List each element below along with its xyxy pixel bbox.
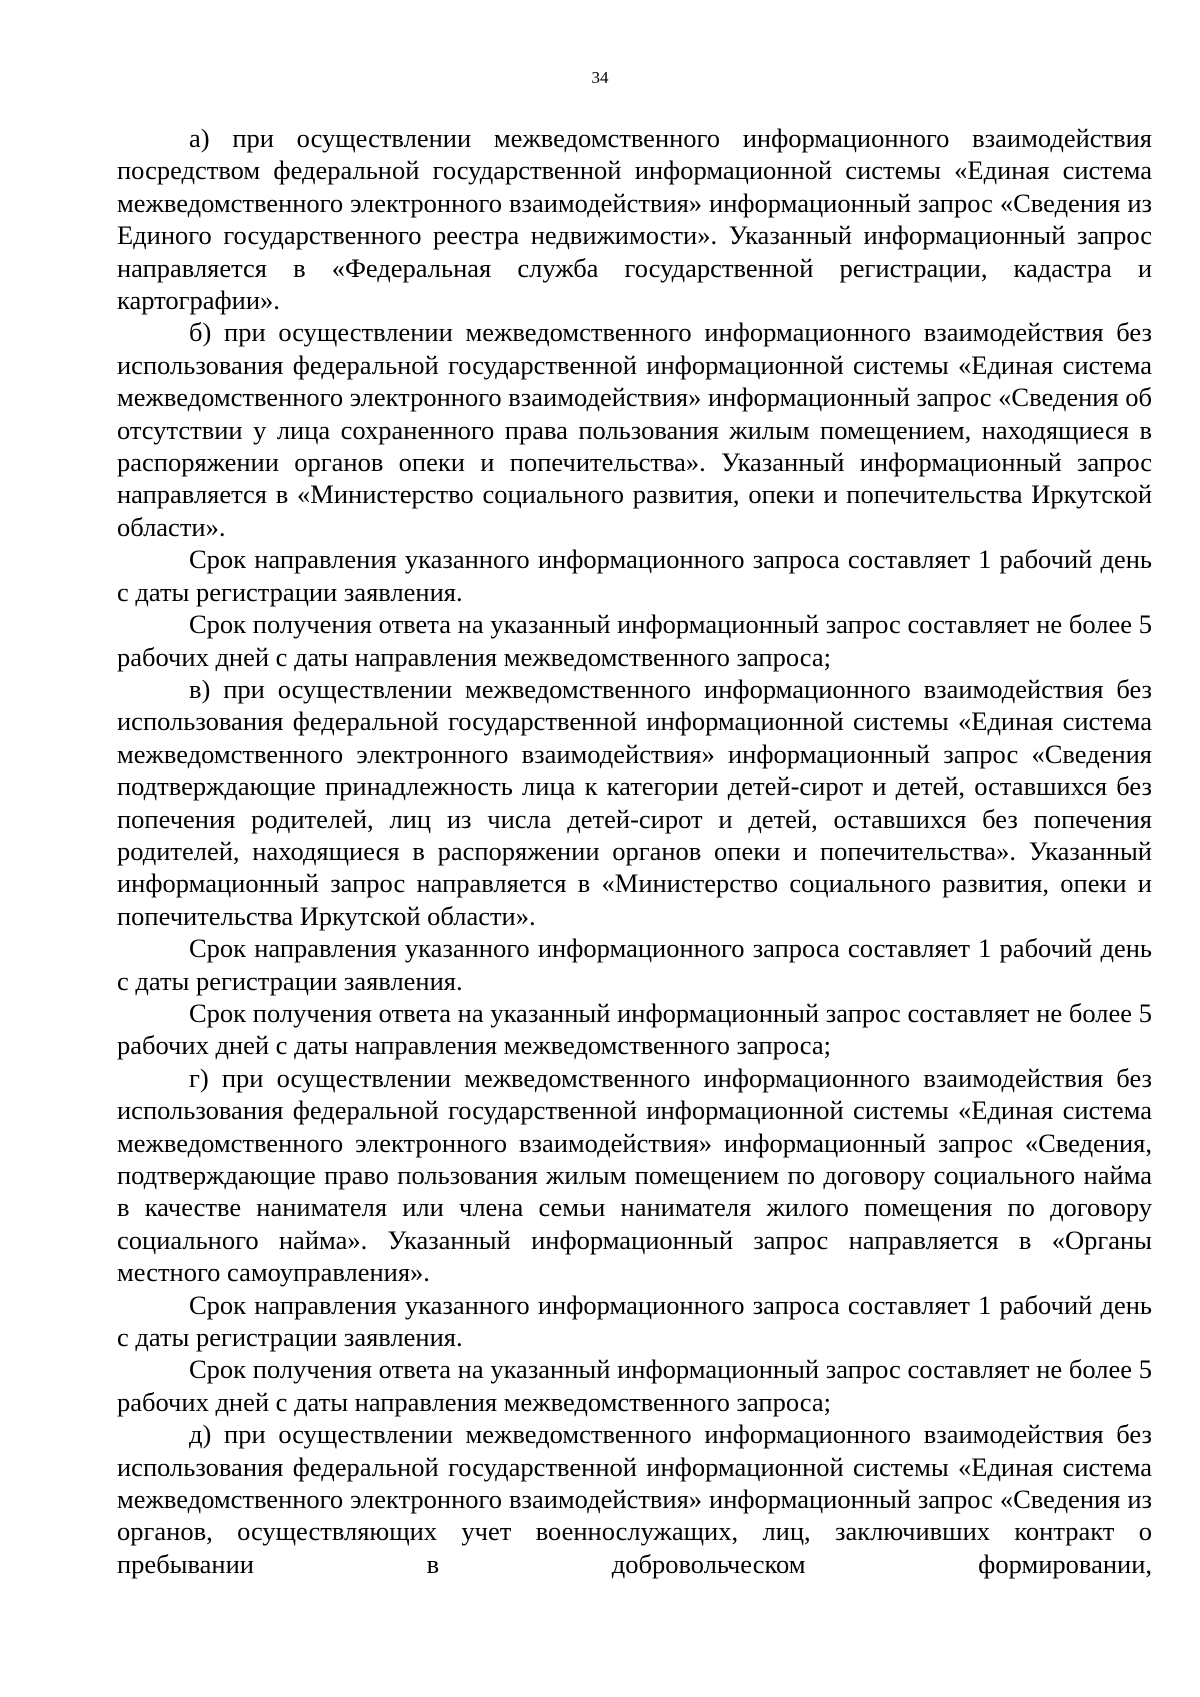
paragraph-v: в) при осуществлении межведомственного информационного взаимодействия без использования федеральной государственной информационной системы «Единая система межведомственного электронного взаимодействия» информационный запрос «Сведения подтверждающие принадлежность лица к категории детей-сирот и детей, оставшихся без попечения родителей, лиц из числа детей-сирот и детей, оставшихся без попечения родителей, находящиеся в распоряжении органов опеки и попечительства». Указанный информационный запрос направляется в «Министерство социального развития, опеки и попечительства Иркутской области».: [117, 673, 1152, 931]
page-number: 34: [591, 68, 609, 87]
paragraph-response-deadline: Срок получения ответа на указанный информационный запрос составляет не более 5 рабочих дней с даты направления межведомственного запроса;: [117, 997, 1152, 1061]
paragraph-a: а) при осуществлении межведомственного информационного взаимодействия посредством федеральной государственной информационной системы «Единая система межведомственного электронного взаимодействия» информационный запрос «Сведения из Единого государственного реестра недвижимости». Указанный информационный запрос направляется в «Федеральная служба государственной регистрации, кадастра и картографии».: [117, 123, 1152, 316]
paragraph-d: д) при осуществлении межведомственного информационного взаимодействия без использования федеральной государственной информационной системы «Единая система межведомственного электронного взаимодействия» информационный запрос «Сведения из органов, осуществляющих учет военнослужащих, лиц, заключивших контракт о пребывании в добровольческом формировании,: [117, 1419, 1152, 1579]
paragraph-b: б) при осуществлении межведомственного информационного взаимодействия без использования федеральной государственной информационной системы «Единая система межведомственного электронного взаимодействия» информационный запрос «Сведения об отсутствии у лица сохраненного права пользования жилым помещением, находящиеся в распоряжении органов опеки и попечительства». Указанный информационный запрос направляется в «Министерство социального развития, опеки и попечительства Иркутской области».: [117, 317, 1153, 542]
document-body: [117, 122, 1152, 1580]
paragraph-response-deadline: Срок получения ответа на указанный информационный запрос составляет не более 5 рабочих дней с даты направления межведомственного запроса;: [117, 1354, 1152, 1417]
paragraph-response-deadline: Срок получения ответа на указанный информационный запрос составляет не более 5 рабочих дней с даты направления межведомственного запроса;: [117, 609, 1152, 672]
paragraph-request-deadline: Срок направления указанного информационного запроса составляет 1 рабочий день с даты регистрации заявления.: [117, 544, 1152, 607]
paragraph-g: г) при осуществлении межведомственного информационного взаимодействия без использования федеральной государственной информационной системы «Единая система межведомственного электронного взаимодействия» информационный запрос «Сведения, подтверждающие право пользования жилым помещением по договору социального найма в качестве нанимателя или члена семьи нанимателя жилого помещения по договору социального найма». Указанный информационный запрос направляется в «Органы местного самоуправления».: [117, 1062, 1152, 1288]
paragraph-request-deadline: Срок направления указанного информационного запроса составляет 1 рабочий день с даты регистрации заявления.: [117, 933, 1152, 996]
paragraph-request-deadline: Срок направления указанного информационного запроса составляет 1 рабочий день с даты регистрации заявления.: [117, 1289, 1152, 1353]
